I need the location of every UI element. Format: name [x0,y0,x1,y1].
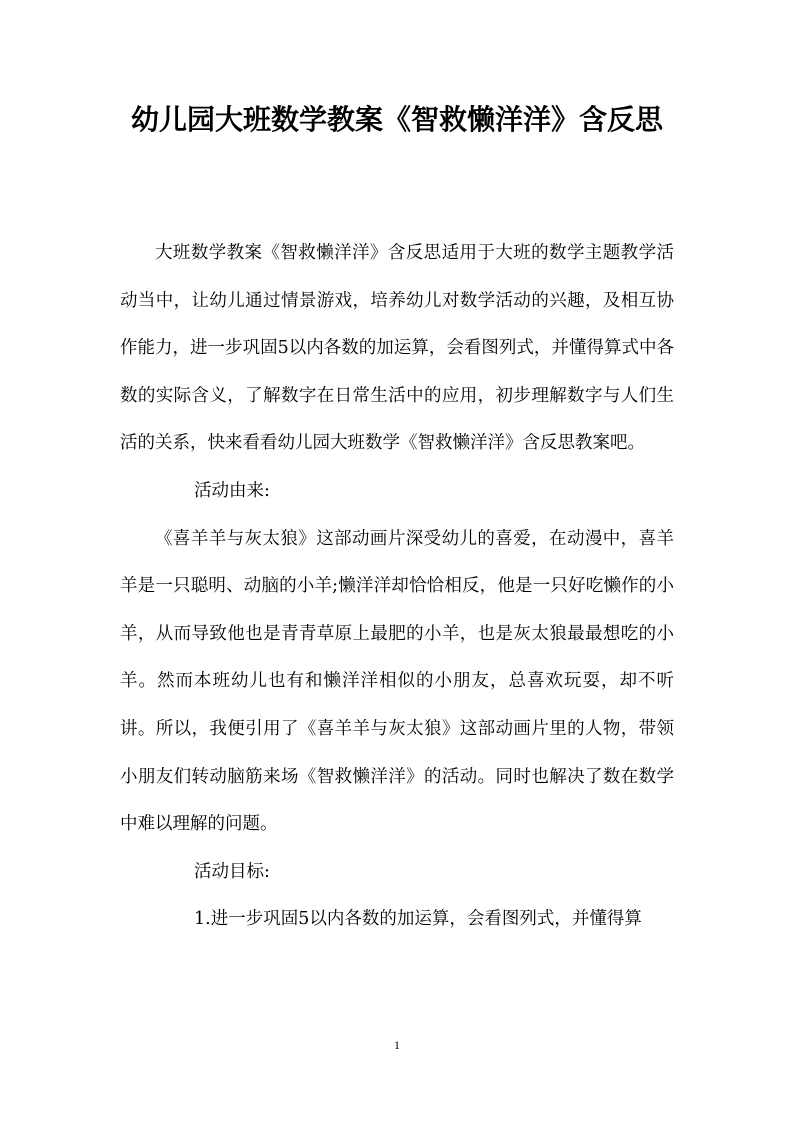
page-number: 1 [394,1038,400,1052]
goal-item-1: 1.进一步巩固5以内各数的加运算，会看图列式，并懂得算 [194,909,642,930]
section-heading-goals: 活动目标: [194,861,270,882]
document-body [120,230,674,944]
section-heading-origin: 活动由来: [194,480,270,501]
origin-paragraph: 《喜羊羊与灰太狼》这部动画片深受幼儿的喜爱，在动漫中，喜羊羊是一只聪明、动脑的小羊;懒洋洋却恰恰相反，他是一只好吃懒作的小羊，从而导致他也是青青草原上最肥的小羊，也是灰太狼最最想吃的小羊。然而本班幼儿也有和懒洋洋相似的小朋友，总喜欢玩耍，却不听讲。所以，我便引用了《喜羊羊与灰太狼》这部动画片里的人物，带领小朋友们转动脑筋来场《智救懒洋洋》的活动。同时也解决了数在数学中难以理解的问题。 [120,528,674,835]
intro-paragraph: 大班数学教案《智救懒洋洋》含反思适用于大班的数学主题教学活动当中，让幼儿通过情景游戏，培养幼儿对数学活动的兴趣，及相互协作能力，进一步巩固5以内各数的加运算，会看图列式，并懂得算式中各数的实际含义，了解数字在日常生活中的应用，初步理解数字与人们生活的关系，快来看看幼儿园大班数学《智救懒洋洋》含反思教案吧。 [120,243,674,454]
document-title: 幼儿园大班数学教案《智救懒洋洋》含反思 [130,103,663,136]
